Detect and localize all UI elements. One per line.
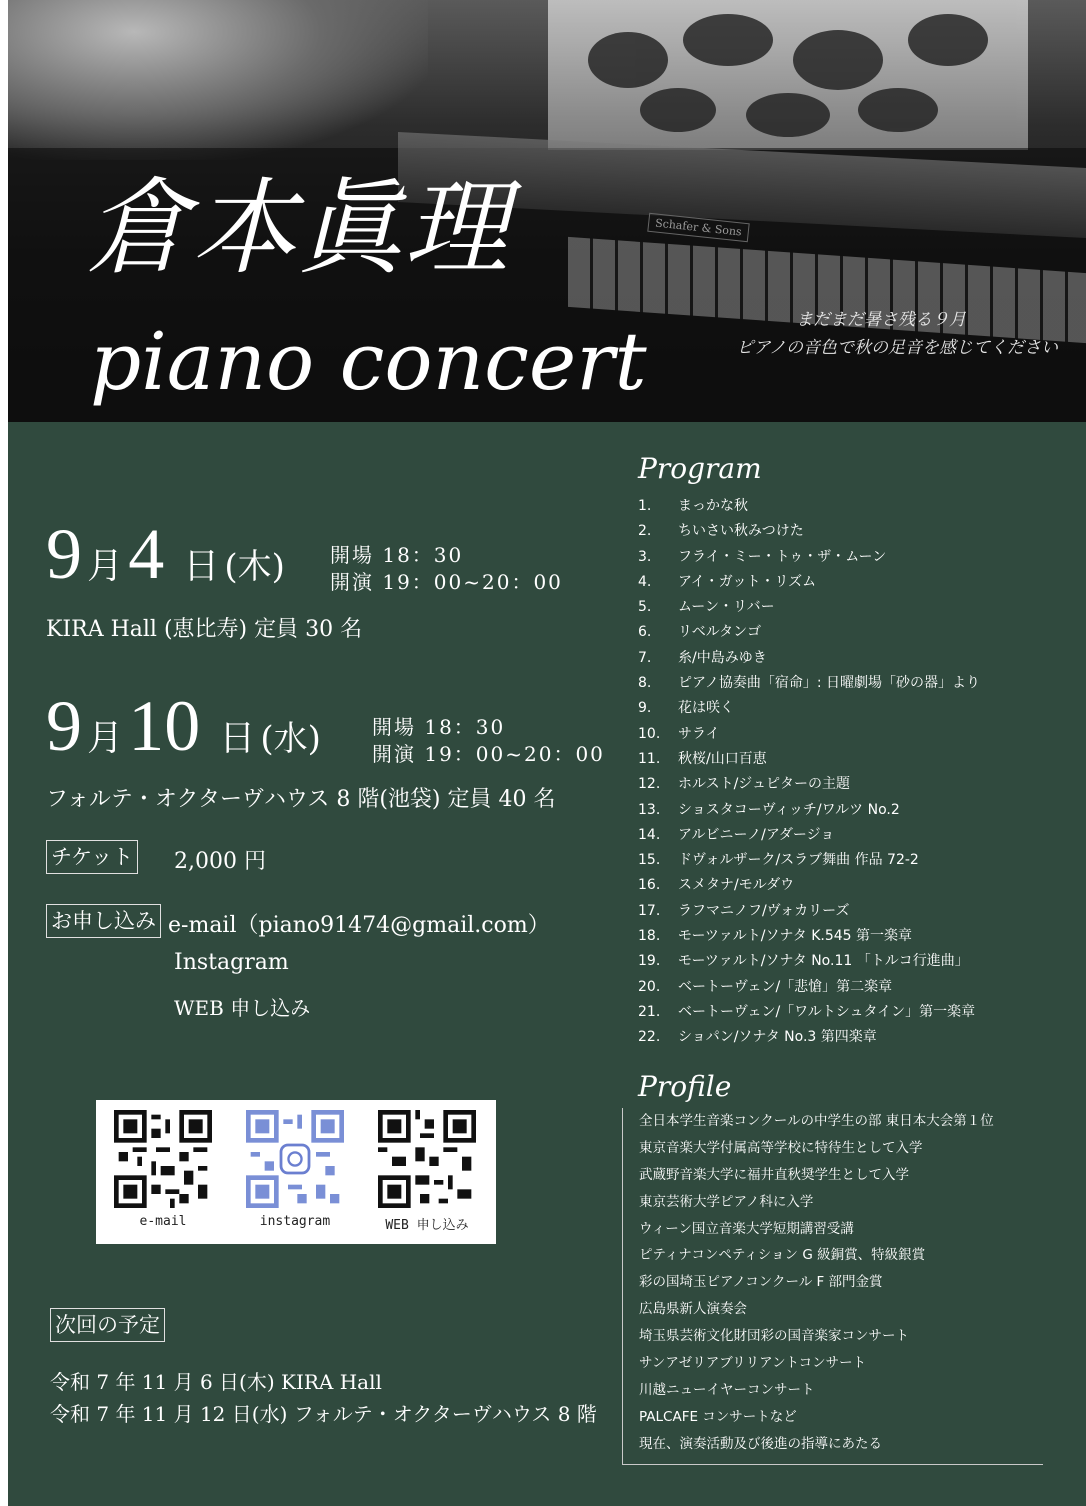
program-item-number: 16. xyxy=(638,877,661,894)
program-item xyxy=(638,696,1078,721)
program-item-title: フライ・ミー・トゥ・ザ・ムーン xyxy=(678,548,887,565)
program-item-number: 4. xyxy=(638,573,652,590)
program-item-title: モーツァルト/ソナタ No.11 「トルコ行進曲」 xyxy=(678,953,969,970)
profile-item: ウィーン国立音楽大学短期講習受講 xyxy=(639,1220,854,1237)
apply-web[interactable]: WEB 申し込み xyxy=(174,996,311,1020)
program-item-number: 21. xyxy=(638,1003,661,1020)
tagline-line-2: ピアノの音色で秋の足音を感じてください xyxy=(736,338,1058,358)
program-item-title: まっかな秋 xyxy=(678,498,748,514)
program-item-title: ベートーヴェン/「悲愴」第二楽章 xyxy=(678,978,893,995)
concert2-open: 開場 18：30 xyxy=(372,715,506,739)
profile-item: 川越ニューイヤーコンサート xyxy=(639,1381,815,1398)
concert1-date xyxy=(46,514,285,594)
concert1-start: 開演 19：00~20：00 xyxy=(330,570,563,594)
concert1-day-unit: 日 xyxy=(183,546,220,587)
apply-instagram[interactable]: Instagram xyxy=(174,950,289,975)
title-english: piano concert xyxy=(90,315,647,408)
email-qr-icon[interactable] xyxy=(114,1110,212,1208)
program-item-number: 7. xyxy=(638,649,652,666)
program-item-title: 糸/中島みゆき xyxy=(678,649,767,666)
program-item xyxy=(638,924,1078,949)
program-item-title: スメタナ/モルダウ xyxy=(678,877,795,894)
program-item xyxy=(638,848,1078,873)
program-item-number: 12. xyxy=(638,776,661,793)
profile-item: 埼玉県芸術文化財団彩の国音楽家コンサート xyxy=(639,1328,909,1345)
program-item-number: 6. xyxy=(638,624,652,641)
apply-email[interactable]: e-mail（piano91474@gmail.com） xyxy=(168,913,550,938)
flyer xyxy=(8,0,1086,1506)
program-item xyxy=(638,519,1078,544)
program-item xyxy=(638,671,1078,696)
program-item-number: 19. xyxy=(638,953,661,970)
piano-brand-plate: Schafer & Sons xyxy=(647,213,749,242)
profile-item: 現在、演奏活動及び後進の指導にあたる xyxy=(639,1435,882,1452)
program-item xyxy=(638,798,1078,823)
program-item-number: 18. xyxy=(638,928,661,945)
concert2-day: 10 xyxy=(128,686,201,766)
program-item xyxy=(638,620,1078,645)
program-item-number: 3. xyxy=(638,548,652,565)
program-item xyxy=(638,1025,1078,1050)
program-item-number: 9. xyxy=(638,700,652,717)
program-item xyxy=(638,570,1078,595)
ticket-price: 2,000 円 xyxy=(174,849,266,874)
concert2-venue: フォルテ・オクターヴハウス 8 階(池袋) 定員 40 名 xyxy=(46,787,556,812)
program-item xyxy=(638,899,1078,924)
profile-item: 彩の国埼玉ピアノコンクール F 部門金賞 xyxy=(639,1274,883,1291)
program-item-title: ショスタコーヴィッチ/ワルツ No.2 xyxy=(678,801,900,818)
profile-item: 東京芸術大学ピアノ科に入学 xyxy=(639,1193,814,1210)
concert2-day-unit: 日 xyxy=(219,718,256,759)
program-item xyxy=(638,494,1078,519)
title-japanese: 倉本眞理 xyxy=(86,167,511,289)
program-item xyxy=(638,823,1078,848)
program-item-title: ムーン・リバー xyxy=(678,599,775,616)
instagram-qr-icon[interactable] xyxy=(246,1110,344,1208)
web-qr-icon[interactable] xyxy=(378,1110,476,1208)
concert1-weekday: (木) xyxy=(224,547,285,587)
program-item-title: ドヴォルザーク/スラブ舞曲 作品 72-2 xyxy=(678,852,919,869)
instagram-qr-caption: instagram xyxy=(259,1214,331,1229)
music-stand-shape xyxy=(548,0,1028,150)
program-item-number: 13. xyxy=(638,801,661,818)
program-item-number: 22. xyxy=(638,1029,661,1046)
program-item xyxy=(638,595,1078,620)
qr-card xyxy=(96,1100,496,1244)
ticket-label: チケット xyxy=(46,840,138,874)
lamp-shape xyxy=(8,0,428,160)
program-item-number: 17. xyxy=(638,902,661,919)
profile-item: サンアゼリアブリリアントコンサート xyxy=(639,1355,867,1372)
concert1-times xyxy=(330,542,563,596)
program-item xyxy=(638,646,1078,671)
profile-list xyxy=(622,1108,1043,1465)
concert2-month-unit: 月 xyxy=(87,718,124,759)
program-item-number: 2. xyxy=(638,523,652,540)
program-item xyxy=(638,722,1078,747)
concert2-start: 開演 19：00~20：00 xyxy=(372,742,605,766)
concert1-venue: KIRA Hall (恵比寿) 定員 30 名 xyxy=(46,617,363,642)
email-qr-caption: e-mail xyxy=(139,1214,187,1229)
program-item-number: 5. xyxy=(638,599,652,616)
program-item-title: アイ・ガット・リズム xyxy=(678,573,817,590)
program-item-number: 11. xyxy=(638,750,661,767)
concert1-month-unit: 月 xyxy=(87,546,124,587)
profile-item: 広島県新人演奏会 xyxy=(639,1301,747,1318)
program-item-number: 1. xyxy=(638,498,652,514)
next-line-2: 令和 7 年 11 月 12 日(水) フォルテ・オクターヴハウス 8 階 xyxy=(50,1402,597,1426)
profile-heading: Profile xyxy=(638,1070,732,1103)
program-item-title: ピアノ協奏曲「宿命」: 日曜劇場「砂の器」より xyxy=(678,675,981,692)
program-item-title: モーツァルト/ソナタ K.545 第一楽章 xyxy=(678,928,913,945)
tagline-line-1: まだまだ暑さ残る９月 xyxy=(796,310,966,330)
concert1-day: 4 xyxy=(128,514,165,594)
program-list xyxy=(638,494,1078,1051)
concert2-date xyxy=(46,686,321,766)
music-stand-pattern xyxy=(548,0,1028,150)
program-item-number: 10. xyxy=(638,725,661,742)
program-heading: Program xyxy=(638,452,762,485)
program-item xyxy=(638,949,1078,974)
profile-item: 全日本学生音楽コンクールの中学生の部 東日本大会第１位 xyxy=(639,1113,994,1129)
program-item-title: ショパン/ソナタ No.3 第四楽章 xyxy=(678,1029,877,1046)
program-item-number: 8. xyxy=(638,675,652,692)
hero-photo xyxy=(8,0,1086,422)
concert2-times xyxy=(372,714,605,768)
program-item-number: 14. xyxy=(638,826,661,843)
apply-label: お申し込み xyxy=(46,904,161,938)
program-item-number: 15. xyxy=(638,852,661,869)
concert1-month: 9 xyxy=(46,514,82,594)
program-item xyxy=(638,873,1078,898)
program-item-title: アルビニーノ/アダージョ xyxy=(678,826,835,843)
web-qr-caption: WEB 申し込み xyxy=(385,1218,469,1233)
program-item xyxy=(638,1000,1078,1025)
program-item-title: サライ xyxy=(678,725,720,742)
program-item-number: 20. xyxy=(638,978,661,995)
program-item-title: リベルタンゴ xyxy=(678,624,762,641)
program-item-title: 花は咲く xyxy=(678,700,734,717)
program-item-title: ベートーヴェン/「ワルトシュタイン」第一楽章 xyxy=(678,1003,976,1020)
profile-item: 東京音楽大学付属高等学校に特待生として入学 xyxy=(639,1139,923,1156)
program-item-title: ちいさい秋みつけた xyxy=(678,523,804,540)
profile-item: 武蔵野音楽大学に福井直秋奨学生として入学 xyxy=(639,1166,909,1183)
program-item xyxy=(638,975,1078,1000)
next-label: 次回の予定 xyxy=(50,1308,165,1342)
program-item-title: 秋桜/山口百恵 xyxy=(678,750,767,767)
profile-item: ピティナコンペティション G 級銅賞、特級銀賞 xyxy=(639,1247,926,1264)
program-item xyxy=(638,545,1078,570)
tagline xyxy=(736,306,1058,362)
program-item xyxy=(638,747,1078,772)
concert2-weekday: (水) xyxy=(260,719,321,759)
program-item-title: ラフマニノフ/ヴォカリーズ xyxy=(678,902,850,919)
program-item xyxy=(638,772,1078,797)
program-item-title: ホルスト/ジュピターの主題 xyxy=(678,776,851,793)
next-line-1: 令和 7 年 11 月 6 日(木) KIRA Hall xyxy=(50,1370,382,1394)
concert1-open: 開場 18：30 xyxy=(330,543,464,567)
profile-item: PALCAFE コンサートなど xyxy=(639,1408,797,1425)
concert2-month: 9 xyxy=(46,686,82,766)
